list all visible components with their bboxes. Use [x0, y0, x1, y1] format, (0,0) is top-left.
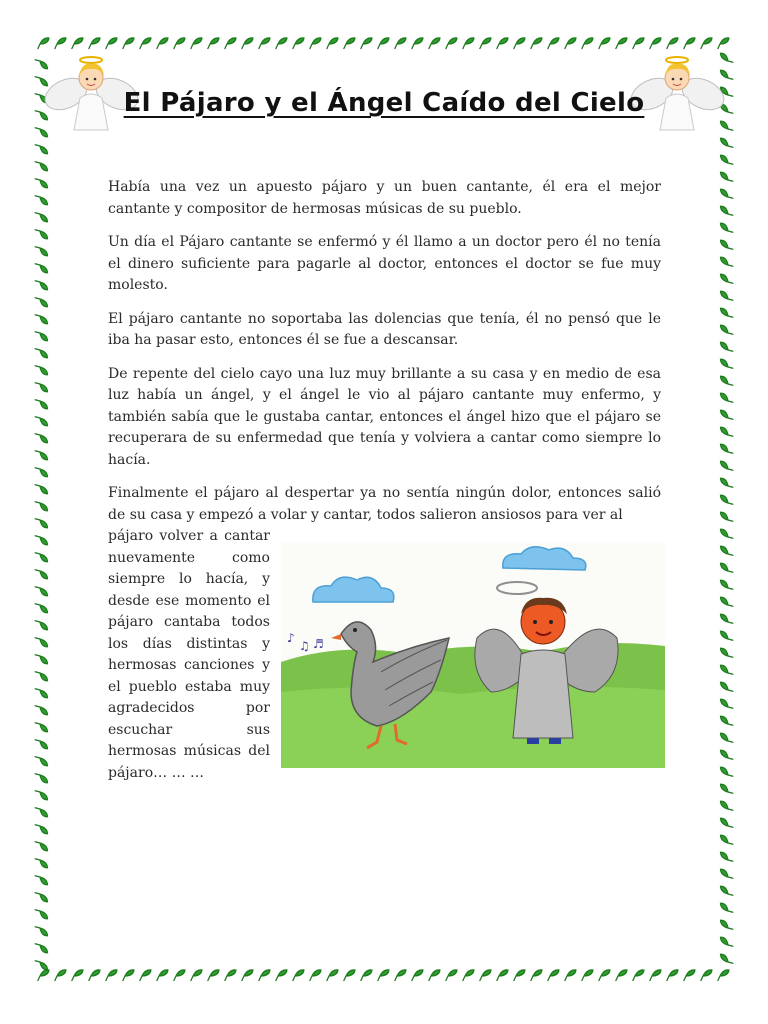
border-leaf: [69, 969, 85, 981]
paragraph-2: Un día el Pájaro cantante se enfermó y él llamo a un doctor pero él no tenía el dinero suficiente para pagarle al doctor, entonces el doctor se fue muy molesto.: [108, 234, 661, 293]
border-leaf: [720, 526, 734, 542]
border-leaf: [511, 969, 527, 981]
border-leaf: [324, 37, 340, 49]
border-leaf: [35, 226, 49, 242]
border-leaf: [35, 566, 49, 582]
border-leaf: [720, 798, 734, 814]
paragraph-4: De repente del cielo cayo una luz muy brillante a su casa y en medio de esa luz había un ángel, y el ángel le vio al pájaro cantante muy enfermo, y también sabía que le gustaba cantar, entonces el ángel hizo que el pájaro se recuperara de su enfermedad que tenía y volviera a cantar como siempre lo hacía.: [108, 365, 661, 468]
border-leaf: [460, 37, 476, 49]
border-leaf: [596, 969, 612, 981]
paragraph-1: Había una vez un apuesto pájaro y un buen cantante, él era el mejor cantante y compositor de hermosas músicas de su pueblo.: [108, 179, 661, 217]
border-leaf: [35, 481, 49, 497]
border-leaf: [720, 730, 734, 746]
border-leaf: [35, 158, 49, 174]
wrapped-section: [108, 526, 661, 784]
border-leaf: [720, 951, 734, 967]
border-leaf: [35, 294, 49, 310]
border-leaf: [86, 969, 102, 981]
border-leaf: [273, 37, 289, 49]
border-leaf: [35, 498, 49, 514]
border-leaf: [35, 277, 49, 293]
border-leaf: [720, 424, 734, 440]
border-leaf: [720, 815, 734, 831]
border-leaf: [120, 969, 136, 981]
border-leaf: [35, 243, 49, 259]
border-leaf: [613, 37, 629, 49]
border-leaf: [720, 849, 734, 865]
border-leaf: [443, 37, 459, 49]
border-leaf: [137, 969, 153, 981]
border-leaf: [720, 407, 734, 423]
svg-text:♫: ♫: [299, 639, 310, 653]
border-leaf: [720, 832, 734, 848]
border-leaf: [720, 458, 734, 474]
border-leaf: [715, 37, 731, 49]
border-leaf: [35, 804, 49, 820]
border-leaf: [35, 923, 49, 939]
border-leaf: [494, 969, 510, 981]
border-leaf: [35, 753, 49, 769]
border-leaf: [720, 577, 734, 593]
border-leaf: [720, 339, 734, 355]
border-leaf: [720, 900, 734, 916]
border-leaf: [720, 203, 734, 219]
border-leaf: [664, 969, 680, 981]
border-leaf: [35, 821, 49, 837]
border-leaf: [511, 37, 527, 49]
border-leaf: [154, 969, 170, 981]
border-leaf: [290, 969, 306, 981]
border-leaf: [171, 969, 187, 981]
border-leaf: [720, 373, 734, 389]
border-leaf: [647, 969, 663, 981]
border-leaf: [720, 237, 734, 253]
border-leaf: [720, 356, 734, 372]
border-leaf: [35, 719, 49, 735]
border-leaf: [307, 37, 323, 49]
border-leaf: [35, 770, 49, 786]
border-leaf: [35, 855, 49, 871]
border-leaf: [205, 37, 221, 49]
border-leaf: [256, 37, 272, 49]
border-leaf: [35, 260, 49, 276]
border-leaf: [720, 594, 734, 610]
border-leaf: [460, 969, 476, 981]
border-leaf: [579, 37, 595, 49]
border-leaf: [720, 152, 734, 168]
border-leaf: [720, 645, 734, 661]
border-leaf: [494, 37, 510, 49]
border-leaf: [720, 679, 734, 695]
border-leaf: [720, 322, 734, 338]
border-leaf: [720, 696, 734, 712]
border-leaf: [409, 37, 425, 49]
border-leaf: [358, 37, 374, 49]
border-leaf: [35, 600, 49, 616]
border-leaf: [35, 838, 49, 854]
border-leaf: [720, 934, 734, 950]
border-leaf: [720, 441, 734, 457]
border-leaf: [477, 969, 493, 981]
border-leaf: [630, 37, 646, 49]
border-leaf: [720, 135, 734, 151]
border-leaf: [35, 634, 49, 650]
border-leaf: [35, 787, 49, 803]
border-leaf: [120, 37, 136, 49]
border-leaf: [647, 37, 663, 49]
border-leaf: [35, 906, 49, 922]
border-leaf: [35, 396, 49, 412]
border-leaf: [545, 969, 561, 981]
border-leaf: [720, 662, 734, 678]
border-leaf: [720, 713, 734, 729]
border-leaf: [35, 617, 49, 633]
border-leaf: [137, 37, 153, 49]
border-leaf: [443, 969, 459, 981]
border-leaf: [720, 186, 734, 202]
border-leaf: [154, 37, 170, 49]
border-leaf: [720, 560, 734, 576]
border-leaf: [35, 872, 49, 888]
page-title: El Pájaro y el Ángel Caído del Cielo: [123, 88, 645, 118]
border-leaf: [720, 883, 734, 899]
border-leaf: [341, 969, 357, 981]
border-leaf: [720, 866, 734, 882]
paragraph-5: Finalmente el pájaro al despertar ya no sentía ningún dolor, entonces salió de su casa y empezó a volar y cantar, todos salieron ansiosos para ver al: [108, 485, 661, 523]
svg-text:♪: ♪: [287, 631, 295, 645]
border-leaf: [35, 889, 49, 905]
border-leaf: [426, 37, 442, 49]
border-leaf: [664, 37, 680, 49]
border-leaf: [103, 37, 119, 49]
border-leaf: [35, 175, 49, 191]
border-leaf: [720, 764, 734, 780]
border-leaf: [562, 37, 578, 49]
story-body: [108, 177, 661, 796]
border-leaf: [720, 509, 734, 525]
border-leaf: [545, 37, 561, 49]
border-leaf: [579, 969, 595, 981]
paragraph-5-continued: pájaro volver a cantar nuevamente como siempre lo hacía, y desde ese momento el pájaro cantaba todos los días distintas y hermosas canciones y el pueblo estaba muy agradecidos por escuchar sus hermosas músicas del pájaro… … …: [108, 528, 270, 781]
border-leaf: [52, 37, 68, 49]
border-leaf: [358, 969, 374, 981]
border-leaf: [35, 940, 49, 956]
border-leaf: [35, 736, 49, 752]
border-leaf: [715, 969, 731, 981]
border-leaf: [35, 685, 49, 701]
border-leaf: [103, 969, 119, 981]
paragraph-3: El pájaro cantante no soportaba las dolencias que tenía, él no pensó que le iba ha pasar esto, entonces él se fue a descansar.: [108, 310, 661, 348]
border-leaf: [222, 969, 238, 981]
border-leaf: [681, 37, 697, 49]
border-leaf: [52, 969, 68, 981]
border-leaf: [290, 37, 306, 49]
border-leaf: [720, 747, 734, 763]
border-leaf: [698, 969, 714, 981]
border-leaf: [528, 37, 544, 49]
border-leaf: [681, 969, 697, 981]
border-leaf: [596, 37, 612, 49]
border-leaf: [720, 475, 734, 491]
border-leaf: [35, 328, 49, 344]
border-leaf: [239, 969, 255, 981]
border-leaf: [35, 583, 49, 599]
border-leaf: [35, 447, 49, 463]
border-leaf: [69, 37, 85, 49]
svg-text:♬: ♬: [313, 637, 324, 651]
border-leaf: [35, 345, 49, 361]
border-leaf: [392, 969, 408, 981]
border-leaf: [720, 917, 734, 933]
border-leaf: [35, 702, 49, 718]
border-leaf: [273, 969, 289, 981]
border-leaf: [35, 362, 49, 378]
border-leaf: [613, 969, 629, 981]
border-leaf: [35, 651, 49, 667]
bird-and-angel-drawing: [281, 542, 665, 768]
border-leaf: [426, 969, 442, 981]
border-leaf: [171, 37, 187, 49]
border-leaf: [86, 37, 102, 49]
border-leaf: [35, 209, 49, 225]
border-leaf: [720, 390, 734, 406]
border-leaf: [720, 628, 734, 644]
border-leaf: [239, 37, 255, 49]
border-leaf: [720, 781, 734, 797]
border-leaf: [205, 969, 221, 981]
border-leaf: [375, 969, 391, 981]
border-leaf: [477, 37, 493, 49]
border-leaf: [35, 413, 49, 429]
border-leaf: [35, 549, 49, 565]
border-leaf: [720, 220, 734, 236]
border-leaf: [720, 611, 734, 627]
border-leaf: [720, 543, 734, 559]
border-leaf: [35, 37, 51, 49]
border-leaf: [222, 37, 238, 49]
border-leaf: [392, 37, 408, 49]
border-leaf: [720, 288, 734, 304]
border-leaf: [324, 969, 340, 981]
border-leaf: [341, 37, 357, 49]
border-leaf: [35, 141, 49, 157]
border-leaf: [35, 668, 49, 684]
border-leaf: [698, 37, 714, 49]
border-leaf: [35, 515, 49, 531]
border-leaf: [409, 969, 425, 981]
border-leaf: [35, 430, 49, 446]
border-leaf: [35, 379, 49, 395]
border-leaf: [35, 532, 49, 548]
border-leaf: [188, 969, 204, 981]
border-leaf: [188, 37, 204, 49]
border-leaf: [35, 192, 49, 208]
border-leaf: [307, 969, 323, 981]
border-leaf: [256, 969, 272, 981]
border-leaf: [375, 37, 391, 49]
border-leaf: [562, 969, 578, 981]
border-leaf: [720, 271, 734, 287]
border-leaf: [35, 969, 51, 981]
border-leaf: [35, 464, 49, 480]
border-leaf: [630, 969, 646, 981]
border-leaf: [35, 311, 49, 327]
border-leaf: [720, 169, 734, 185]
border-leaf: [528, 969, 544, 981]
border-leaf: [720, 492, 734, 508]
border-leaf: [720, 254, 734, 270]
border-leaf: [720, 305, 734, 321]
